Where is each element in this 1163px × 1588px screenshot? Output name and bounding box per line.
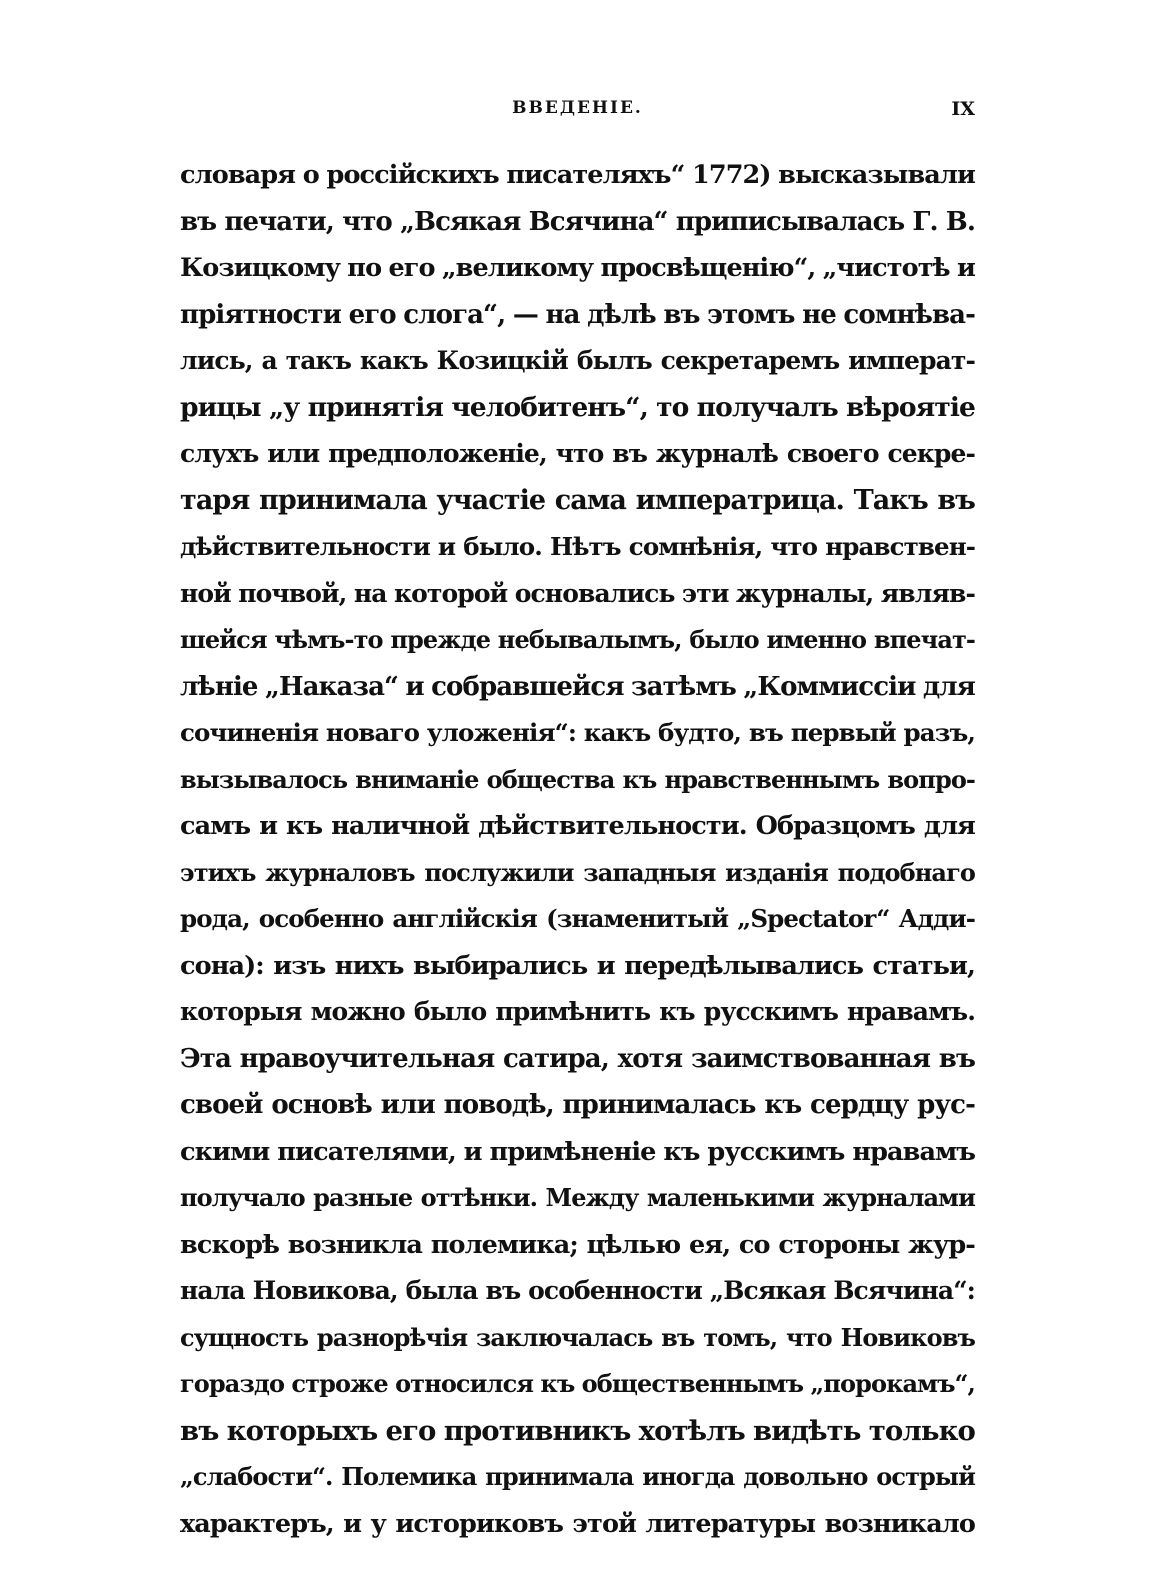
text-line: вскорѣ возникла полемика; цѣлью ея, со стороны жур- (180, 1229, 975, 1260)
text-line: рицы „у принятія челобитенъ“, то получалъ вѣроятіе (180, 391, 975, 423)
text-line: вызывалось вниманіе общества къ нравственнымъ вопро- (180, 764, 975, 794)
text-line: пріятности его слога“, — на дѣлѣ въ этомъ не сомнѣва- (180, 299, 975, 330)
text-line: въ которыхъ его противникъ хотѣлъ видѣть только (180, 1414, 975, 1447)
text-line: словаря о россійскихъ писателяхъ“ 1772) высказывали (180, 160, 975, 190)
text-line: въ печати, что „Всякая Всячина“ приписывалась Г. В. (180, 206, 975, 237)
text-line: самъ и къ наличной дѣйствительности. Образцомъ для (180, 811, 975, 841)
text-line: своей основѣ или поводѣ, принималась къ сердцу рус- (180, 1090, 975, 1120)
text-line: гораздо строже относился къ общественнымъ „порокамъ“, (180, 1369, 975, 1398)
text-line: характеръ, и у историковъ этой литературы возникало (180, 1508, 975, 1539)
text-line: рода, особенно англійскія (знаменитый „Spectator“ Адди- (180, 904, 975, 933)
body-text (180, 152, 975, 1547)
running-title: ВВЕДЕНІЕ. (512, 98, 643, 118)
text-line: слухъ или предположеніе, что въ журналѣ своего секре- (180, 439, 975, 468)
text-line: лѣніе „Наказа“ и собравшейся затѣмъ „Коммиссіи для (180, 671, 975, 702)
text-line: скими писателями, и примѣненіе къ русскимъ нравамъ (180, 1136, 975, 1167)
text-line: лись, а такъ какъ Козицкій былъ секретаремъ императ- (180, 346, 975, 375)
text-line: которыя можно было примѣнить къ русскимъ нравамъ. (180, 997, 975, 1026)
text-line: шейся чѣмъ-то прежде небывалымъ, было именно впечат- (180, 625, 975, 654)
page-number: IX (951, 98, 975, 120)
text-line: Козицкому по его „великому просвѣщенію“, „чистотѣ и (180, 253, 975, 283)
text-line: нала Новикова, была въ особенности „Всякая Всячина“: (180, 1276, 975, 1305)
page-header (180, 98, 975, 132)
text-line: „слабости“. Полемика принимала иногда довольно острый (180, 1462, 975, 1491)
text-line: получало разные оттѣнки. Между маленькими журналами (180, 1183, 975, 1212)
text-line: этихъ журналовъ послужили западныя изданія подобнаго (180, 857, 975, 887)
text-line: дѣйствительности и было. Нѣтъ сомнѣнія, что нравствен- (180, 532, 975, 561)
text-line: сущность разнорѣчія заключалась въ томъ, что Новиковъ (180, 1322, 975, 1352)
text-line: ной почвой, на которой основались эти журналы, являв- (180, 578, 975, 608)
text-line: сочиненія новаго уложенія“: какъ будто, въ первый разъ, (180, 718, 975, 747)
text-line: таря принимала участіе сама императрица. Такъ въ (180, 484, 975, 516)
text-line: сона): изъ нихъ выбирались и передѣлывались статьи, (180, 950, 975, 981)
text-line: Эта нравоучительная сатира, хотя заимствованная въ (180, 1043, 975, 1074)
